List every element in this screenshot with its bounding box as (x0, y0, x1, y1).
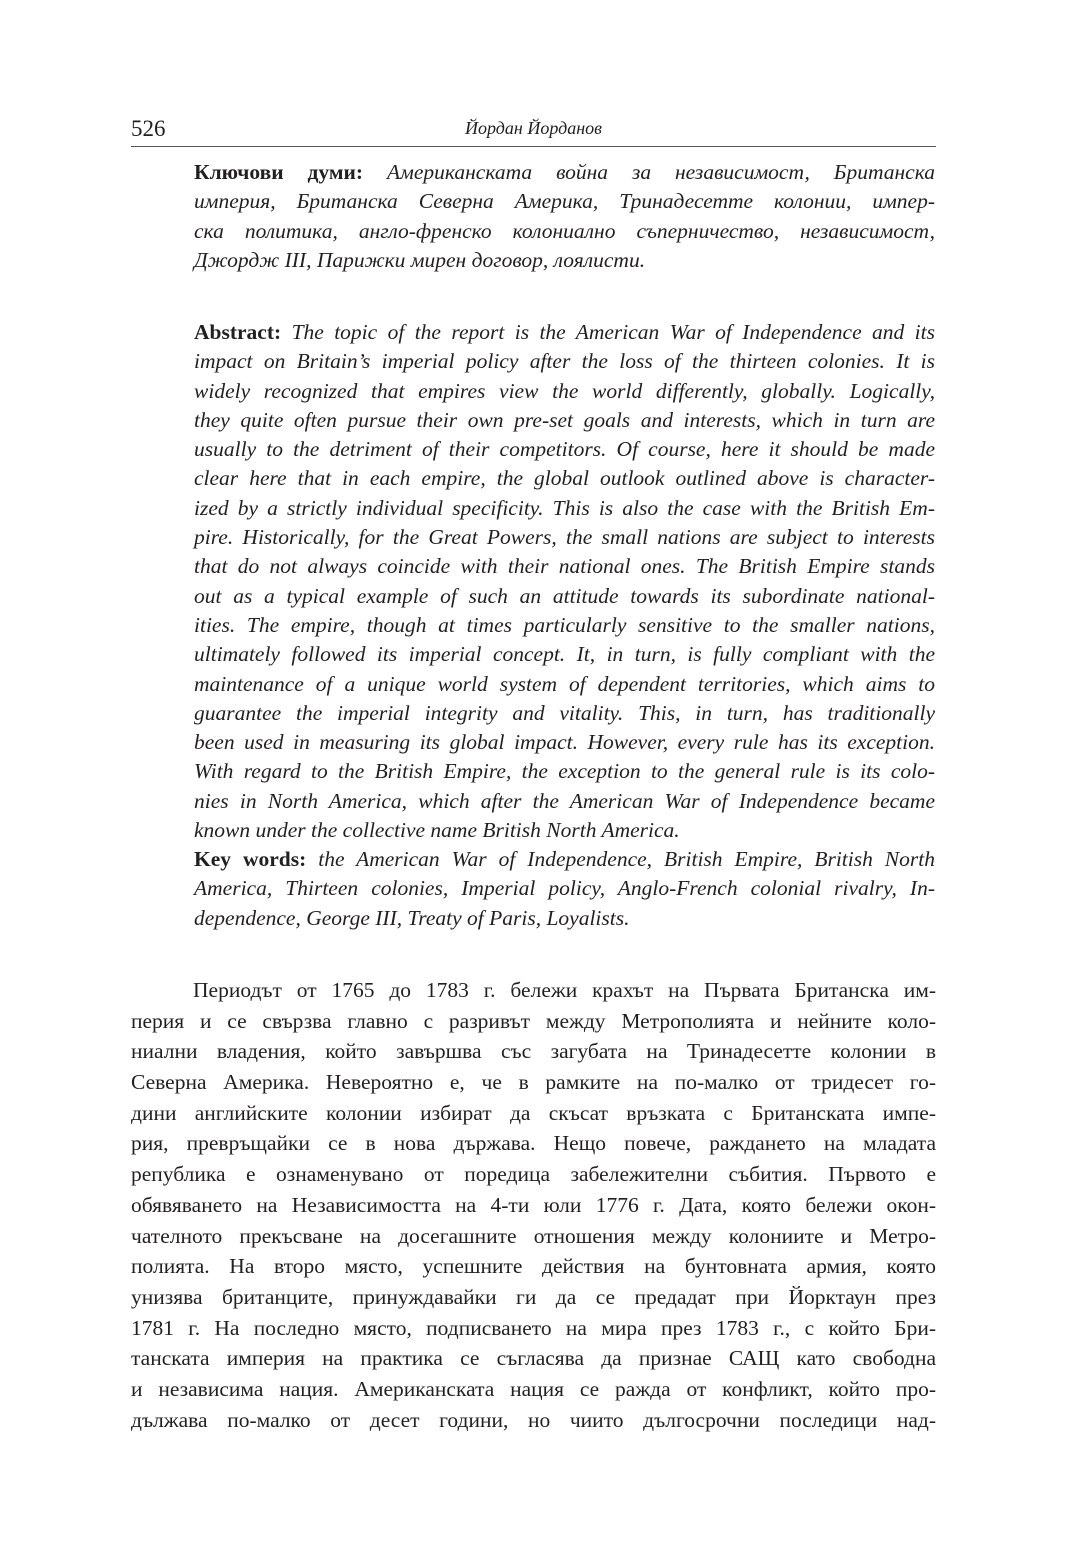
abstract (194, 318, 935, 845)
abstract-line: impact on Britain’s imperial policy after the loss of the thirteen colonies. It is (194, 349, 935, 374)
abstract-line: widely recognized that empires view the world differently, globally. Logically, (194, 378, 935, 403)
body-line: полията. На второ място, успешните действия на бунтовната армия, която (131, 1254, 936, 1279)
body-line: 1781 г. На последно място, подписването на мира през 1783 г., с който Бри- (131, 1315, 936, 1340)
keywords-en-label: Key words: (194, 847, 307, 871)
body-line: чателното прекъсване на досегашните отношения между колониите и Метро- (131, 1223, 936, 1248)
abstract-line: ized by a strictly individual specificity. This is also the case with the British Em- (194, 495, 935, 520)
body-line: дължава по-малко от десет години, но чиито дългосрочни последици над- (131, 1407, 936, 1432)
abstract-line: With regard to the British Empire, the exception to the general rule is its colo- (194, 759, 935, 784)
page-header (131, 112, 936, 147)
body-line: република е ознаменувано от поредица забележителни събития. Първото е (131, 1162, 936, 1187)
abstract-line: out as a typical example of such an attitude towards its subordinate national- (194, 583, 935, 608)
body-line: Северна Америка. Невероятно е, че в рамките на по-малко от тридесет го- (131, 1070, 936, 1095)
body-line: ниални владения, който завършва със загубата на Тринадесетте колонии в (131, 1039, 936, 1064)
body-line: Периодът от 1765 до 1783 г. бележи крахът на Първата Британска им- (193, 978, 936, 1002)
abstract-line: they quite often pursue their own pre-set goals and interests, which in turn are (194, 407, 935, 432)
body-line: унизява британците, принуждавайки ги да се предадат при Йорктаун през (131, 1284, 936, 1309)
abstract-line: clear here that in each empire, the global outlook outlined above is character- (194, 466, 935, 491)
keywords-en-line: dependence, George III, Treaty of Paris, Loyalists. (194, 905, 630, 930)
keywords-en-line: the American War of Independence, British Empire, British North (306, 847, 935, 871)
abstract-label: Abstract: (194, 320, 282, 344)
keywords-en-line: America, Thirteen colonies, Imperial policy, Anglo-French colonial rivalry, In- (194, 876, 935, 901)
abstract-line: nies in North America, which after the American War of Independence became (194, 788, 935, 813)
abstract-line: that do not always coincide with their national ones. The British Empire stands (194, 554, 935, 579)
body-line: обявяването на Независимостта на 4-ти юли 1776 г. Дата, която бележи окон- (131, 1192, 936, 1217)
body-line: рия, превръщайки се в нова държава. Нещо повече, раждането на младата (131, 1131, 936, 1156)
running-head-author: Йордан Йорданов (465, 118, 602, 138)
body-line: танската империя на практика се съгласява да признае САЩ като свободна (131, 1346, 936, 1371)
abstract-line: guarantee the imperial integrity and vitality. This, in turn, has traditionally (194, 700, 935, 725)
abstract-line: pire. Historically, for the Great Powers, the small nations are subject to interests (194, 525, 935, 550)
body-line: перия и се свързва главно с разривът между Метрополията и нейните коло- (131, 1008, 936, 1033)
body-paragraph (131, 975, 936, 1435)
keywords-bg-line: Американската война за независимост, Британска (363, 160, 936, 184)
abstract-line: known under the collective name British North America. (194, 818, 680, 843)
keywords-bg-line: ска политика, англо-френско колониално съперничество, независимост, (194, 218, 935, 243)
keywords-bg-line: Джордж III, Парижки мирен договор, лоялисти. (194, 247, 646, 272)
body-line: и независима нация. Американската нация се ражда от конфликт, който про- (131, 1376, 936, 1401)
abstract-line: ities. The empire, though at times particularly sensitive to the smaller nations, (194, 612, 935, 637)
abstract-line: ultimately followed its imperial concept. It, in turn, is fully compliant with the (194, 642, 935, 667)
page-number: 526 (131, 116, 166, 141)
abstract-line: The topic of the report is the American War of Independence and its (281, 320, 935, 344)
body-line: дини английските колонии избират да скъсат връзката с Британската импе- (131, 1100, 936, 1125)
keywords-bg-label: Ключови думи: (194, 160, 364, 184)
keywords-english (194, 845, 935, 933)
keywords-bulgarian (194, 158, 935, 275)
abstract-line: usually to the detriment of their competitors. Of course, here it should be made (194, 437, 935, 462)
abstract-line: been used in measuring its global impact. However, every rule has its exception. (194, 730, 935, 755)
abstract-line: maintenance of a unique world system of dependent territories, which aims to (194, 671, 935, 696)
keywords-bg-line: империя, Британска Северна Америка, Тринадесетте колонии, импер- (194, 189, 935, 214)
